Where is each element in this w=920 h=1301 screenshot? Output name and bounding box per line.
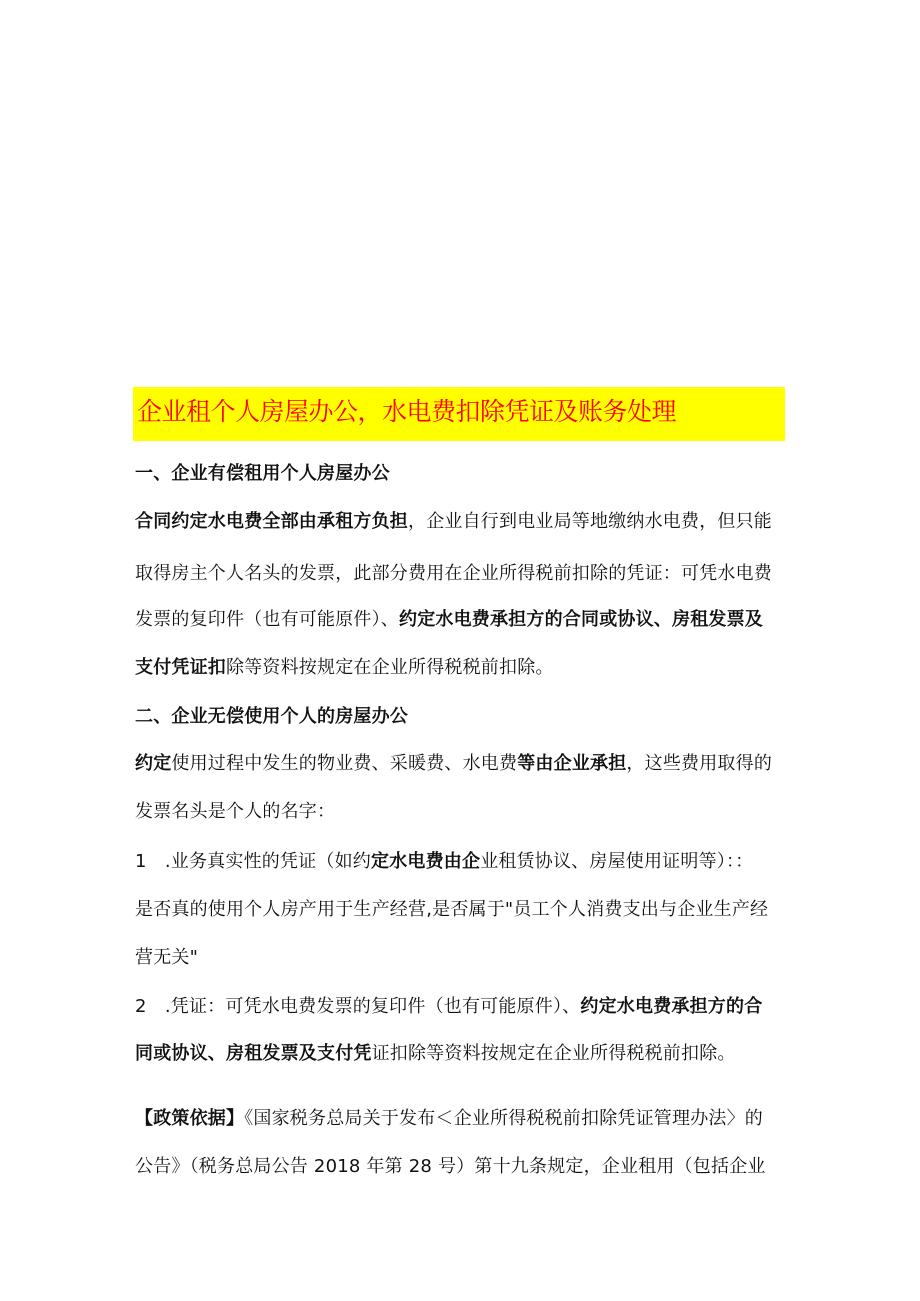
body-text: ，这些费用取得的 bbox=[626, 753, 773, 774]
body-text: 除等资料按规定在企业所得税税前扣除。 bbox=[226, 657, 554, 678]
title-highlight-bar bbox=[133, 387, 785, 441]
emphasis-text: 定水电费由企 bbox=[370, 851, 481, 872]
emphasis-text: 支付凭证扣 bbox=[135, 657, 226, 678]
body-text: 发票的复印件（也有可能原件）、 bbox=[135, 609, 399, 630]
emphasis-text: 合同约定水电费全部由承租方负担 bbox=[135, 511, 408, 532]
list-number: 1 . bbox=[135, 851, 171, 872]
section1-para-line-4 bbox=[135, 656, 554, 680]
body-text: 使用过程中发生的物业费、采暖费、水电费 bbox=[171, 753, 518, 774]
body-text: 取得房主个人名头的发票，此部分费用在企业所得税前扣除的凭证：可凭水电费 bbox=[135, 563, 772, 584]
emphasis-text: 约定水电费承担方的合同或协议、房租发票及 bbox=[399, 609, 763, 630]
policy-label: 【政策依据】 bbox=[135, 1108, 245, 1129]
policy-line-2 bbox=[135, 1155, 766, 1179]
body-text: 业租赁协议、房屋使用证明等）：： bbox=[480, 851, 754, 872]
body-text: 业务真实性的凭证（如约 bbox=[170, 851, 371, 872]
section2-para-line-1 bbox=[135, 752, 772, 776]
list-item-2-line-1 bbox=[135, 995, 762, 1019]
body-text: 凭证：可凭水电费发票的复印件（也有可能原件）、 bbox=[170, 996, 581, 1017]
body-text: 证扣除等资料按规定在企业所得税税前扣除。 bbox=[371, 1043, 736, 1064]
emphasis-text: 等由企业承担 bbox=[517, 753, 627, 774]
section1-para-line-1 bbox=[135, 510, 772, 534]
body-text: 发票名头是个人的名字： bbox=[135, 801, 336, 822]
emphasis-text: 约定水电费承担方的合 bbox=[580, 996, 763, 1017]
document-title: 企业租个人房屋办公，水电费扣除凭证及账务处理 bbox=[137, 397, 677, 426]
section1-para-line-2 bbox=[135, 562, 772, 586]
body-text: 《国家税务总局关于发布＜企业所得税税前扣除凭证管理办法〉的 bbox=[244, 1108, 763, 1129]
list-item-1-line-2 bbox=[135, 898, 768, 922]
list-number: 2 . bbox=[135, 996, 171, 1017]
body-text: ，企业自行到电业局等地缴纳水电费，但只能 bbox=[408, 511, 772, 532]
section2-heading: 二、企业无偿使用个人的房屋办公 bbox=[135, 706, 408, 727]
policy-line-1 bbox=[135, 1107, 763, 1131]
body-text: 公告》（税务总局公告 2018 年第 28 号）第十九条规定，企业租用（包括企业 bbox=[135, 1156, 766, 1177]
section1-para-line-3 bbox=[135, 608, 763, 632]
emphasis-text: 同或协议、房租发票及支付凭 bbox=[135, 1043, 372, 1064]
list-item-1-line-3 bbox=[135, 946, 198, 970]
list-item-1-line-1 bbox=[135, 850, 753, 874]
section2-para-line-2 bbox=[135, 800, 335, 824]
list-item-2-line-2 bbox=[135, 1042, 736, 1066]
emphasis-text: 约定 bbox=[135, 753, 172, 774]
body-text: 营无关" bbox=[135, 947, 199, 968]
section1-heading: 一、企业有偿租用个人房屋办公 bbox=[135, 463, 390, 484]
body-text: 是否真的使用个人房产用于生产经营,是否属于"员工个人消费支出与企业生产经 bbox=[135, 899, 769, 920]
